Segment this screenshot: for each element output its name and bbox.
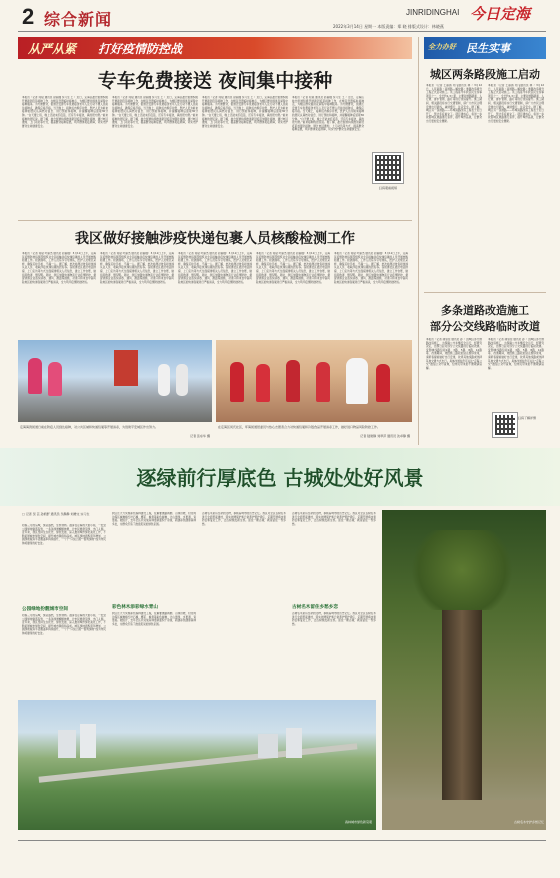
banner-tag: 从严从紧 (28, 42, 77, 56)
feature-body-col3: 古树名木是有生命的文物，承载着城市的历史记忆。我区对全区古树名木进行全面普查建档，落实挂牌保护和日常养护管护责任，定期开展病虫害防治和复壮工作，让古树焕发新生机。留住一棵古树，就是留住一份乡愁。 (202, 512, 286, 526)
feature-body-col2b: 我区还大力实施彩色森林建设工程，在重要道路两侧、山体边坡、村庄周边等区域种植红叶石楠、樱花、枫香等彩色树种，让山更绿、水更清、景更美。据统计，去年全区共完成造林更新面积千余亩，新建彩色健康森林多处，为群众打造了推窗见景的绿色家园。 (112, 612, 196, 626)
feature-body-col2: 我区还大力实施彩色森林建设工程，在重要道路两侧、山体边坡、村庄周边等区域种植红叶石楠、樱花、枫香等彩色树种，让山更绿、水更清、景更美。据统计，去年全区共完成造林更新面积千余亩，新建彩色健康森林多处，为群众打造了推窗见景的绿色家园。 (112, 512, 196, 526)
feature-byline: □ 记者 吴 芸 孙炳舒 通讯员 乐静静 刘增文 实习生 (22, 512, 90, 516)
right1-headline: 城区两条路段施工启动 (430, 68, 540, 81)
photo-city-caption: 森林城市绿色新景观 (344, 820, 372, 824)
issue-line: 2022年3月14日 星期一 本版责编：郑 晓 排版式设计：林晓燕 (333, 24, 444, 29)
feature-headline: 逐绿前行厚底色 古城处处好风景 (136, 466, 424, 490)
article2-body-col1: 本报讯（记者 何斌 叶丽杰 通讯员 赵丽瑾）3月11日上午，定海区疫情防控指挥部组织对全区接触涉疫快递包裹的人员开展核酸检测工作。检测现场，工作人员有序引导排队，医护人员规范采样，确保应检尽检、不漏一人。据了解，此次检测对象包括快递从业人员、收取涉疫快递包裹的居民等。各街道社区通过电话排摸、上门走访等方式全面摸排相关人员信息，建立工作台账，做到底数清、情况明。同时，我区加强快递物流行业疫情防控，督促快递企业落实消毒、通风、测温等措施，对进口和来自中高风险地区的快递包裹进行严格消杀，全力筑牢疫情防控防线。 (22, 252, 96, 284)
photo-ancient-tree (382, 510, 546, 830)
banner-right-title: 民生实事 (466, 42, 510, 55)
photo-green-city (18, 700, 376, 830)
article2-body-col4: 本报讯（记者 何斌 叶丽杰 通讯员 赵丽瑾）3月11日上午，定海区疫情防控指挥部组织对全区接触涉疫快递包裹的人员开展核酸检测工作。检测现场，工作人员有序引导排队，医护人员规范采样，确保应检尽检、不漏一人。据了解，此次检测对象包括快递从业人员、收取涉疫快递包裹的居民等。各街道社区通过电话排摸、上门走访等方式全面摸排相关人员信息，建立工作台账，做到底数清、情况明。同时，我区加强快递物流行业疫情防控，督促快递企业落实消毒、通风、测温等措施，对进口和来自中高风险地区的快递包裹进行严格消杀，全力筑牢疫情防控防线。 (256, 252, 330, 284)
feature-body-col4: 古树名木是有生命的文物，承载着城市的历史记忆。我区对全区古树名木进行全面普查建档，落实挂牌保护和日常养护管护责任，定期开展病虫害防治和复壮工作，让古树焕发新生机。留住一棵古树，就是留住一份乡愁。 (292, 512, 376, 526)
right2-headline-line2: 部分公交线路临时改道 (430, 320, 540, 333)
feature-body-col1b: 阳春三月的岛城，绿意盎然，生机勃勃。漫步在定海的大街小巷，一处处公园绿地错落有致，一条条绿道蜿蜒伸展，让市民推窗见绿、出门入园。近年来，我区坚持生态优先、绿色发展，深入推进城市绿化美化工作，不断拓展城市绿色空间，提升城市颜值和品质。城区绿地面积逐年增加，公园绿地服务半径覆盖率持续提升，一个个“口袋公园”“街角绿地”成为市民休闲健身的好去处。 (22, 614, 106, 635)
right2-body-col1: 本报讯（记者 胡思佳 通讯员 孙 ）因城区部分道路改造施工，为保障公交车辆安全运行，经研究决定，自即日起对部分公交线路进行临时改道。受影响线路包括1路、3路、5路、8路、12路等，改道期间，途经施工路段的站点暂停使用，请乘客提前做好出行安排，改乘其他线路或选择其他交通方式出行。具体改道信息可关注“定海公交”微信公众号查询，给市民带来的不便敬请谅解。 (426, 338, 482, 370)
article2-headline: 我区做好接触涉疫快递包裹人员核酸检测工作 (75, 231, 355, 247)
article1-qr-caption: 扫码观看视频 (378, 186, 397, 190)
article2-body-col3: 本报讯（记者 何斌 叶丽杰 通讯员 赵丽瑾）3月11日上午，定海区疫情防控指挥部组织对全区接触涉疫快递包裹的人员开展核酸检测工作。检测现场，工作人员有序引导排队，医护人员规范采样，确保应检尽检、不漏一人。据了解，此次检测对象包括快递从业人员、收取涉疫快递包裹的居民等。各街道社区通过电话排摸、上门走访等方式全面摸排相关人员信息，建立工作台账，做到底数清、情况明。同时，我区加强快递物流行业疫情防控，督促快递企业落实消毒、通风、测温等措施，对进口和来自中高风险地区的快递包裹进行严格消杀，全力筑牢疫情防控防线。 (178, 252, 252, 284)
article1-body-col4: 本报讯（记者 何斌 通讯员 赵丽瑾 实习生 王 ）近日，定海区盐仓街道积极开展新冠疫苗接种工作，在辖区设置临时接种点，为辖区群众提供夜间集中接种服务。为方便群众，街道还安排专车免费接送老年人及行动不便人员前往接种点，确保应接尽接。当天晚上，接种点内秩序井然，医护人员为前来接种的居民认真核对信息、进行预检和接种，并提醒接种后留观30分钟。“白天要上班，晚上还能来打疫苗，还有专车接送，真的很方便。”前来接种的居民说。据了解，盐仓街道持续推进新冠疫苗加强针接种，通过电话通知、上门动员等方式，提高群众接种意愿，筑牢群体免疫屏障，切实守护群众生命健康安全。 (292, 96, 364, 132)
right1-body-col2: 本报讯（记者 王丽霞 刘飞通讯员 林 ）3月12日，人民南路（昌国路—解放路）道路改造提升工程正式启动施工。该工程是今年我区民生实事项目之一，全长约1.3公里，主要对道路路面、人行道、排水管网、路灯等进行改造提升。施工期间，相关路段将实行交通管制，请广大市民合理安排出行路线，减速慢行，注意安全。据了解，城区另一条道路——环城南路改造工程也于近日开工，预计年底前完工。项目建成后，将进一步改善城区道路通行条件，提升城市品质，让群众出行更加安全便捷。 (488, 84, 544, 123)
photo-volunteers (216, 340, 412, 422)
banner-title: 打好疫情防控战 (98, 42, 183, 56)
feature-body-col1: 阳春三月的岛城，绿意盎然，生机勃勃。漫步在定海的大街小巷，一处处公园绿地错落有致，一条条绿道蜿蜒伸展，让市民推窗见绿、出门入园。近年来，我区坚持生态优先、绿色发展，深入推进城市绿化美化工作，不断拓展城市绿色空间，提升城市颜值和品质。城区绿地面积逐年增加，公园绿地服务半径覆盖率持续提升，一个个“口袋公园”“街角绿地”成为市民休闲健身的好去处。 (22, 524, 106, 545)
epidemic-banner (18, 37, 412, 59)
article2-body-col5: 本报讯（记者 何斌 叶丽杰 通讯员 赵丽瑾）3月11日上午，定海区疫情防控指挥部组织对全区接触涉疫快递包裹的人员开展核酸检测工作。检测现场，工作人员有序引导排队，医护人员规范采样，确保应检尽检、不漏一人。据了解，此次检测对象包括快递从业人员、收取涉疫快递包裹的居民等。各街道社区通过电话排摸、上门走访等方式全面摸排相关人员信息，建立工作台账，做到底数清、情况明。同时，我区加强快递物流行业疫情防控，督促快递企业落实消毒、通风、测温等措施，对进口和来自中高风险地区的快递包裹进行严格消杀，全力筑牢疫情防控防线。 (334, 252, 408, 284)
feature-subhead-2: 彩色林木添彩绿水青山 (112, 605, 158, 610)
article2-body-col2: 本报讯（记者 何斌 叶丽杰 通讯员 赵丽瑾）3月11日上午，定海区疫情防控指挥部组织对全区接触涉疫快递包裹的人员开展核酸检测工作。检测现场，工作人员有序引导排队，医护人员规范采样，确保应检尽检、不漏一人。据了解，此次检测对象包括快递从业人员、收取涉疫快递包裹的居民等。各街道社区通过电话排摸、上门走访等方式全面摸排相关人员信息，建立工作台账，做到底数清、情况明。同时，我区加强快递物流行业疫情防控，督促快递企业落实消毒、通风、测温等措施，对进口和来自中高风险地区的快递包裹进行严格消杀，全力筑牢疫情防控防线。 (100, 252, 174, 284)
divider (18, 220, 412, 221)
photo-left-caption: 定海海滨街道日前在防疫人员到达接种，对公共区域和快递包裹等开展消杀，为创建平安城区作出努力。 (20, 425, 159, 429)
photo-tree-caption: 古树名木守护乡愁记忆 (513, 820, 544, 824)
article1-qr-code[interactable] (372, 152, 404, 184)
page-bottom-rule (18, 840, 546, 841)
banner-right-tag: 全力办好 (428, 43, 456, 51)
site-name: JINRIDINGHAI (406, 8, 460, 17)
livelihood-banner (424, 37, 546, 59)
article1-body-col2: 本报讯（记者 何斌 通讯员 赵丽瑾 实习生 王 ）近日，定海区盐仓街道积极开展新冠疫苗接种工作，在辖区设置临时接种点，为辖区群众提供夜间集中接种服务。为方便群众，街道还安排专车免费接送老年人及行动不便人员前往接种点，确保应接尽接。当天晚上，接种点内秩序井然，医护人员为前来接种的居民认真核对信息、进行预检和接种，并提醒接种后留观30分钟。“白天要上班，晚上还能来打疫苗，还有专车接送，真的很方便。”前来接种的居民说。据了解，盐仓街道持续推进新冠疫苗加强针接种，通过电话通知、上门动员等方式，提高群众接种意愿，筑牢群体免疫屏障，切实守护群众生命健康安全。 (112, 96, 198, 128)
photo-left-credit: 记者 张东华 摄 (190, 434, 210, 438)
right2-headline-line1: 多条道路改造施工 (441, 304, 529, 317)
article1-headline: 专车免费接送 夜间集中接种 (97, 70, 333, 92)
right2-qr-caption: 扫码了解详情 (518, 416, 537, 420)
masthead (0, 0, 560, 36)
column-divider (418, 37, 419, 445)
right2-qr-code[interactable] (492, 412, 518, 438)
section-title: 综合新闻 (44, 10, 113, 29)
photo-right-credit: 记者 陆建静 刘翠萍 通讯员 沈卓静 摄 (360, 434, 410, 438)
photo-right-caption: 在定海区何氏社区，环海街道居委员与热心志愿者合力对快递包裹和冷链食品开展消杀工作，做好进口物品风险防控工作。 (218, 425, 381, 429)
right1-body-col1: 本报讯（记者 王丽霞 刘飞通讯员 林 ）3月12日，人民南路（昌国路—解放路）道路改造提升工程正式启动施工。该工程是今年我区民生实事项目之一，全长约1.3公里，主要对道路路面、人行道、排水管网、路灯等进行改造提升。施工期间，相关路段将实行交通管制，请广大市民合理安排出行路线，减速慢行，注意安全。据了解，城区另一条道路——环城南路改造工程也于近日开工，预计年底前完工。项目建成后，将进一步改善城区道路通行条件，提升城市品质，让群众出行更加安全便捷。 (426, 84, 482, 123)
masthead-rule (18, 31, 546, 32)
divider (424, 292, 546, 293)
right2-body-col2: 本报讯（记者 胡思佳 通讯员 孙 ）因城区部分道路改造施工，为保障公交车辆安全运行，经研究决定，自即日起对部分公交线路进行临时改道。受影响线路包括1路、3路、5路、8路、12路等，改道期间，途经施工路段的站点暂停使用，请乘客提前做好出行安排，改乘其他线路或选择其他交通方式出行。具体改道信息可关注“定海公交”微信公众号查询，给市民带来的不便敬请谅解。 (488, 338, 544, 370)
photo-health-workers (18, 340, 212, 422)
article1-body-col3: 本报讯（记者 何斌 通讯员 赵丽瑾 实习生 王 ）近日，定海区盐仓街道积极开展新冠疫苗接种工作，在辖区设置临时接种点，为辖区群众提供夜间集中接种服务。为方便群众，街道还安排专车免费接送老年人及行动不便人员前往接种点，确保应接尽接。当天晚上，接种点内秩序井然，医护人员为前来接种的居民认真核对信息、进行预检和接种，并提醒接种后留观30分钟。“白天要上班，晚上还能来打疫苗，还有专车接送，真的很方便。”前来接种的居民说。据了解，盐仓街道持续推进新冠疫苗加强针接种，通过电话通知、上门动员等方式，提高群众接种意愿，筑牢群体免疫屏障，切实守护群众生命健康安全。 (202, 96, 288, 128)
article1-body-col1: 本报讯（记者 何斌 通讯员 赵丽瑾 实习生 王 ）近日，定海区盐仓街道积极开展新冠疫苗接种工作，在辖区设置临时接种点，为辖区群众提供夜间集中接种服务。为方便群众，街道还安排专车免费接送老年人及行动不便人员前往接种点，确保应接尽接。当天晚上，接种点内秩序井然，医护人员为前来接种的居民认真核对信息、进行预检和接种，并提醒接种后留观30分钟。“白天要上班，晚上还能来打疫苗，还有专车接送，真的很方便。”前来接种的居民说。据了解，盐仓街道持续推进新冠疫苗加强针接种，通过电话通知、上门动员等方式，提高群众接种意愿，筑牢群体免疫屏障，切实守护群众生命健康安全。 (22, 96, 108, 128)
page-number: 2 (22, 4, 35, 29)
brand-logo: 今日定海 (470, 5, 531, 23)
feature-subhead-3: 古树名木留住乡愁乡恋 (292, 605, 338, 610)
feature-subhead-1: 公园绿地扮靓城市空间 (22, 607, 68, 612)
feature-body-col4b: 古树名木是有生命的文物，承载着城市的历史记忆。我区对全区古树名木进行全面普查建档，落实挂牌保护和日常养护管护责任，定期开展病虫害防治和复壮工作，让古树焕发新生机。留住一棵古树，就是留住一份乡愁。 (292, 612, 376, 626)
